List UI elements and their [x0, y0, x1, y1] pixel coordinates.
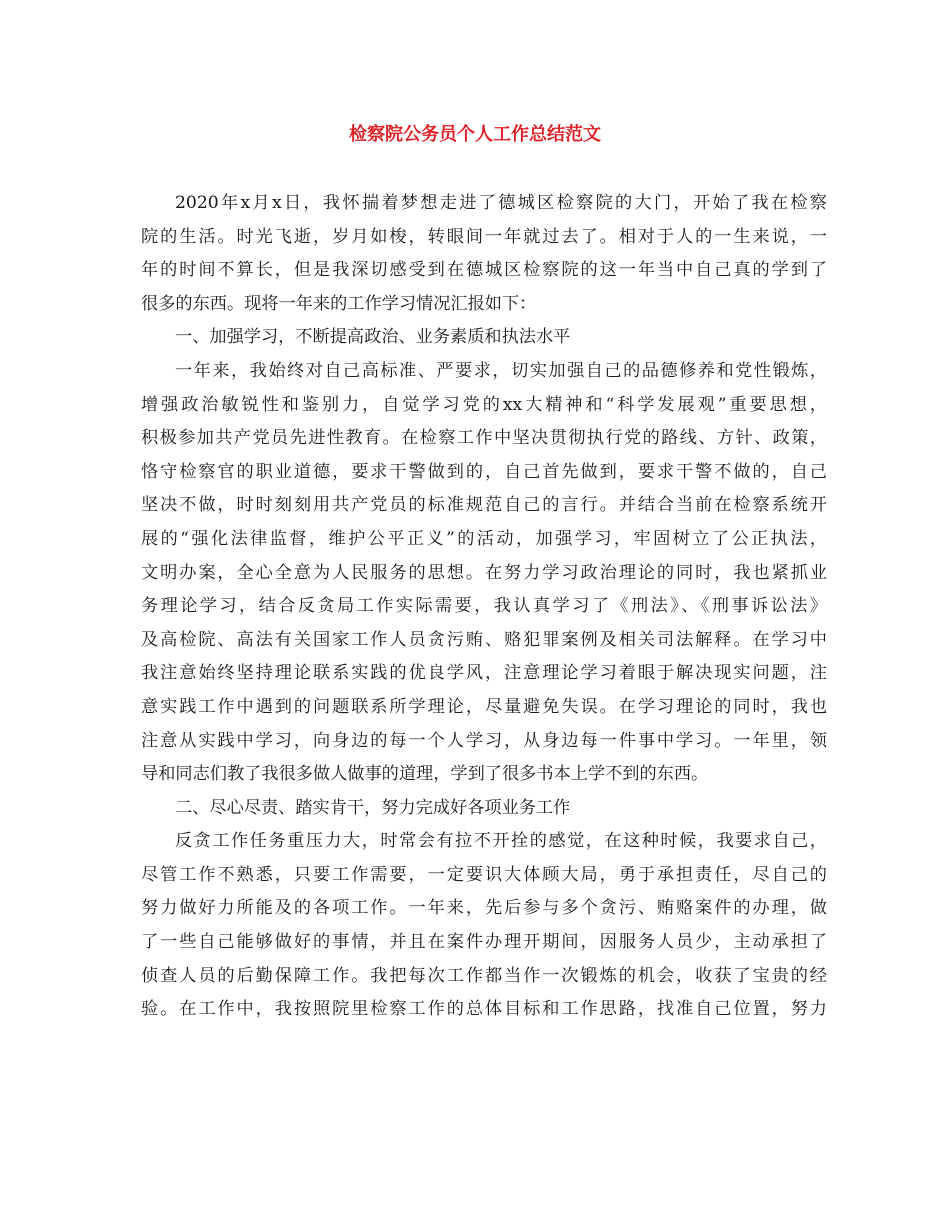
paragraph-line: 坚决不做，时时刻刻用共产党员的标准规范自己的言行。并结合当前在检察系统开	[141, 495, 827, 516]
paragraph-line: 尽管工作不熟悉，只要工作需要，一定要识大体顾大局，勇于承担责任，尽自己的	[141, 864, 827, 885]
paragraph-line: 恪守检察官的职业道德，要求干警做到的，自己首先做到，要求干警不做的，自己	[141, 461, 827, 482]
paragraph-line: 验。在工作中，我按照院里检察工作的总体目标和工作思路，找准自己位置，努力	[141, 999, 827, 1020]
paragraph-line: 导和同志们教了我很多做人做事的道理，学到了很多书本上学不到的东西。	[141, 764, 709, 785]
paragraph-line: 了一些自己能够做好的事情，并且在案件办理开期间，因服务人员少，主动承担了	[141, 932, 827, 953]
paragraph-line: 院的生活。时光飞逝，岁月如梭，转眼间一年就过去了。相对于人的一生来说，一	[141, 226, 827, 247]
paragraph-line: 很多的东西。现将一年来的工作学习情况汇报如下：	[141, 293, 537, 314]
paragraph-line: 注意从实践中学习，向身边的每一个人学习，从身边每一件事中学习。一年里，领	[141, 730, 827, 751]
paragraph-line: 2020年x月x日，我怀揣着梦想走进了德城区检察院的大门，开始了我在检察	[175, 193, 827, 213]
paragraph-line: 一年来，我始终对自己高标准、严要求，切实加强自己的品德修养和党性锻炼，	[175, 360, 827, 381]
paragraph-line: 积极参加共产党员先进性教育。在检察工作中坚决贯彻执行党的路线、方针、政策，	[141, 428, 827, 449]
section-heading: 二、尽心尽责、踏实肯干，努力完成好各项业务工作	[175, 797, 571, 818]
paragraph-line: 务理论学习，结合反贪局工作实际需要，我认真学习了《刑法》、《刑事诉讼法》	[141, 596, 827, 617]
paragraph-line: 反贪工作任务重压力大，时常会有拉不开拴的感觉，在这种时候，我要求自己，	[175, 831, 827, 852]
paragraph-line: 展的“强化法律监督，维护公平正义”的活动，加强学习，牢固树立了公正执法，	[141, 528, 827, 549]
paragraph-line: 增强政治敏锐性和鉴别力，自觉学习党的xx大精神和“科学发展观”重要思想，	[141, 394, 827, 415]
paragraph-line: 侦查人员的后勤保障工作。我把每次工作都当作一次锻炼的机会，收获了宝贵的经	[141, 965, 827, 986]
paragraph-line: 努力做好力所能及的各项工作。一年来，先后参与多个贪污、贿赂案件的办理，做	[141, 898, 827, 919]
paragraph-line: 我注意始终坚持理论联系实践的优良学风，注意理论学习着眼于解决现实问题，注	[141, 663, 827, 684]
document-body	[141, 187, 827, 1027]
section-heading: 一、加强学习，不断提高政治、业务素质和执法水平	[175, 327, 571, 348]
document-title: 检察院公务员个人工作总结范文	[349, 124, 601, 145]
paragraph-line: 年的时间不算长，但是我深切感受到在德城区检察院的这一年当中自己真的学到了	[141, 260, 827, 281]
paragraph-line: 意实践工作中遇到的问题联系所学理论，尽量避免失误。在学习理论的同时，我也	[141, 696, 827, 717]
paragraph-line: 及高检院、高法有关国家工作人员贪污贿、赂犯罪案例及相关司法解释。在学习中	[141, 629, 827, 650]
paragraph-line: 文明办案，全心全意为人民服务的思想。在努力学习政治理论的同时，我也紧抓业	[141, 562, 827, 583]
